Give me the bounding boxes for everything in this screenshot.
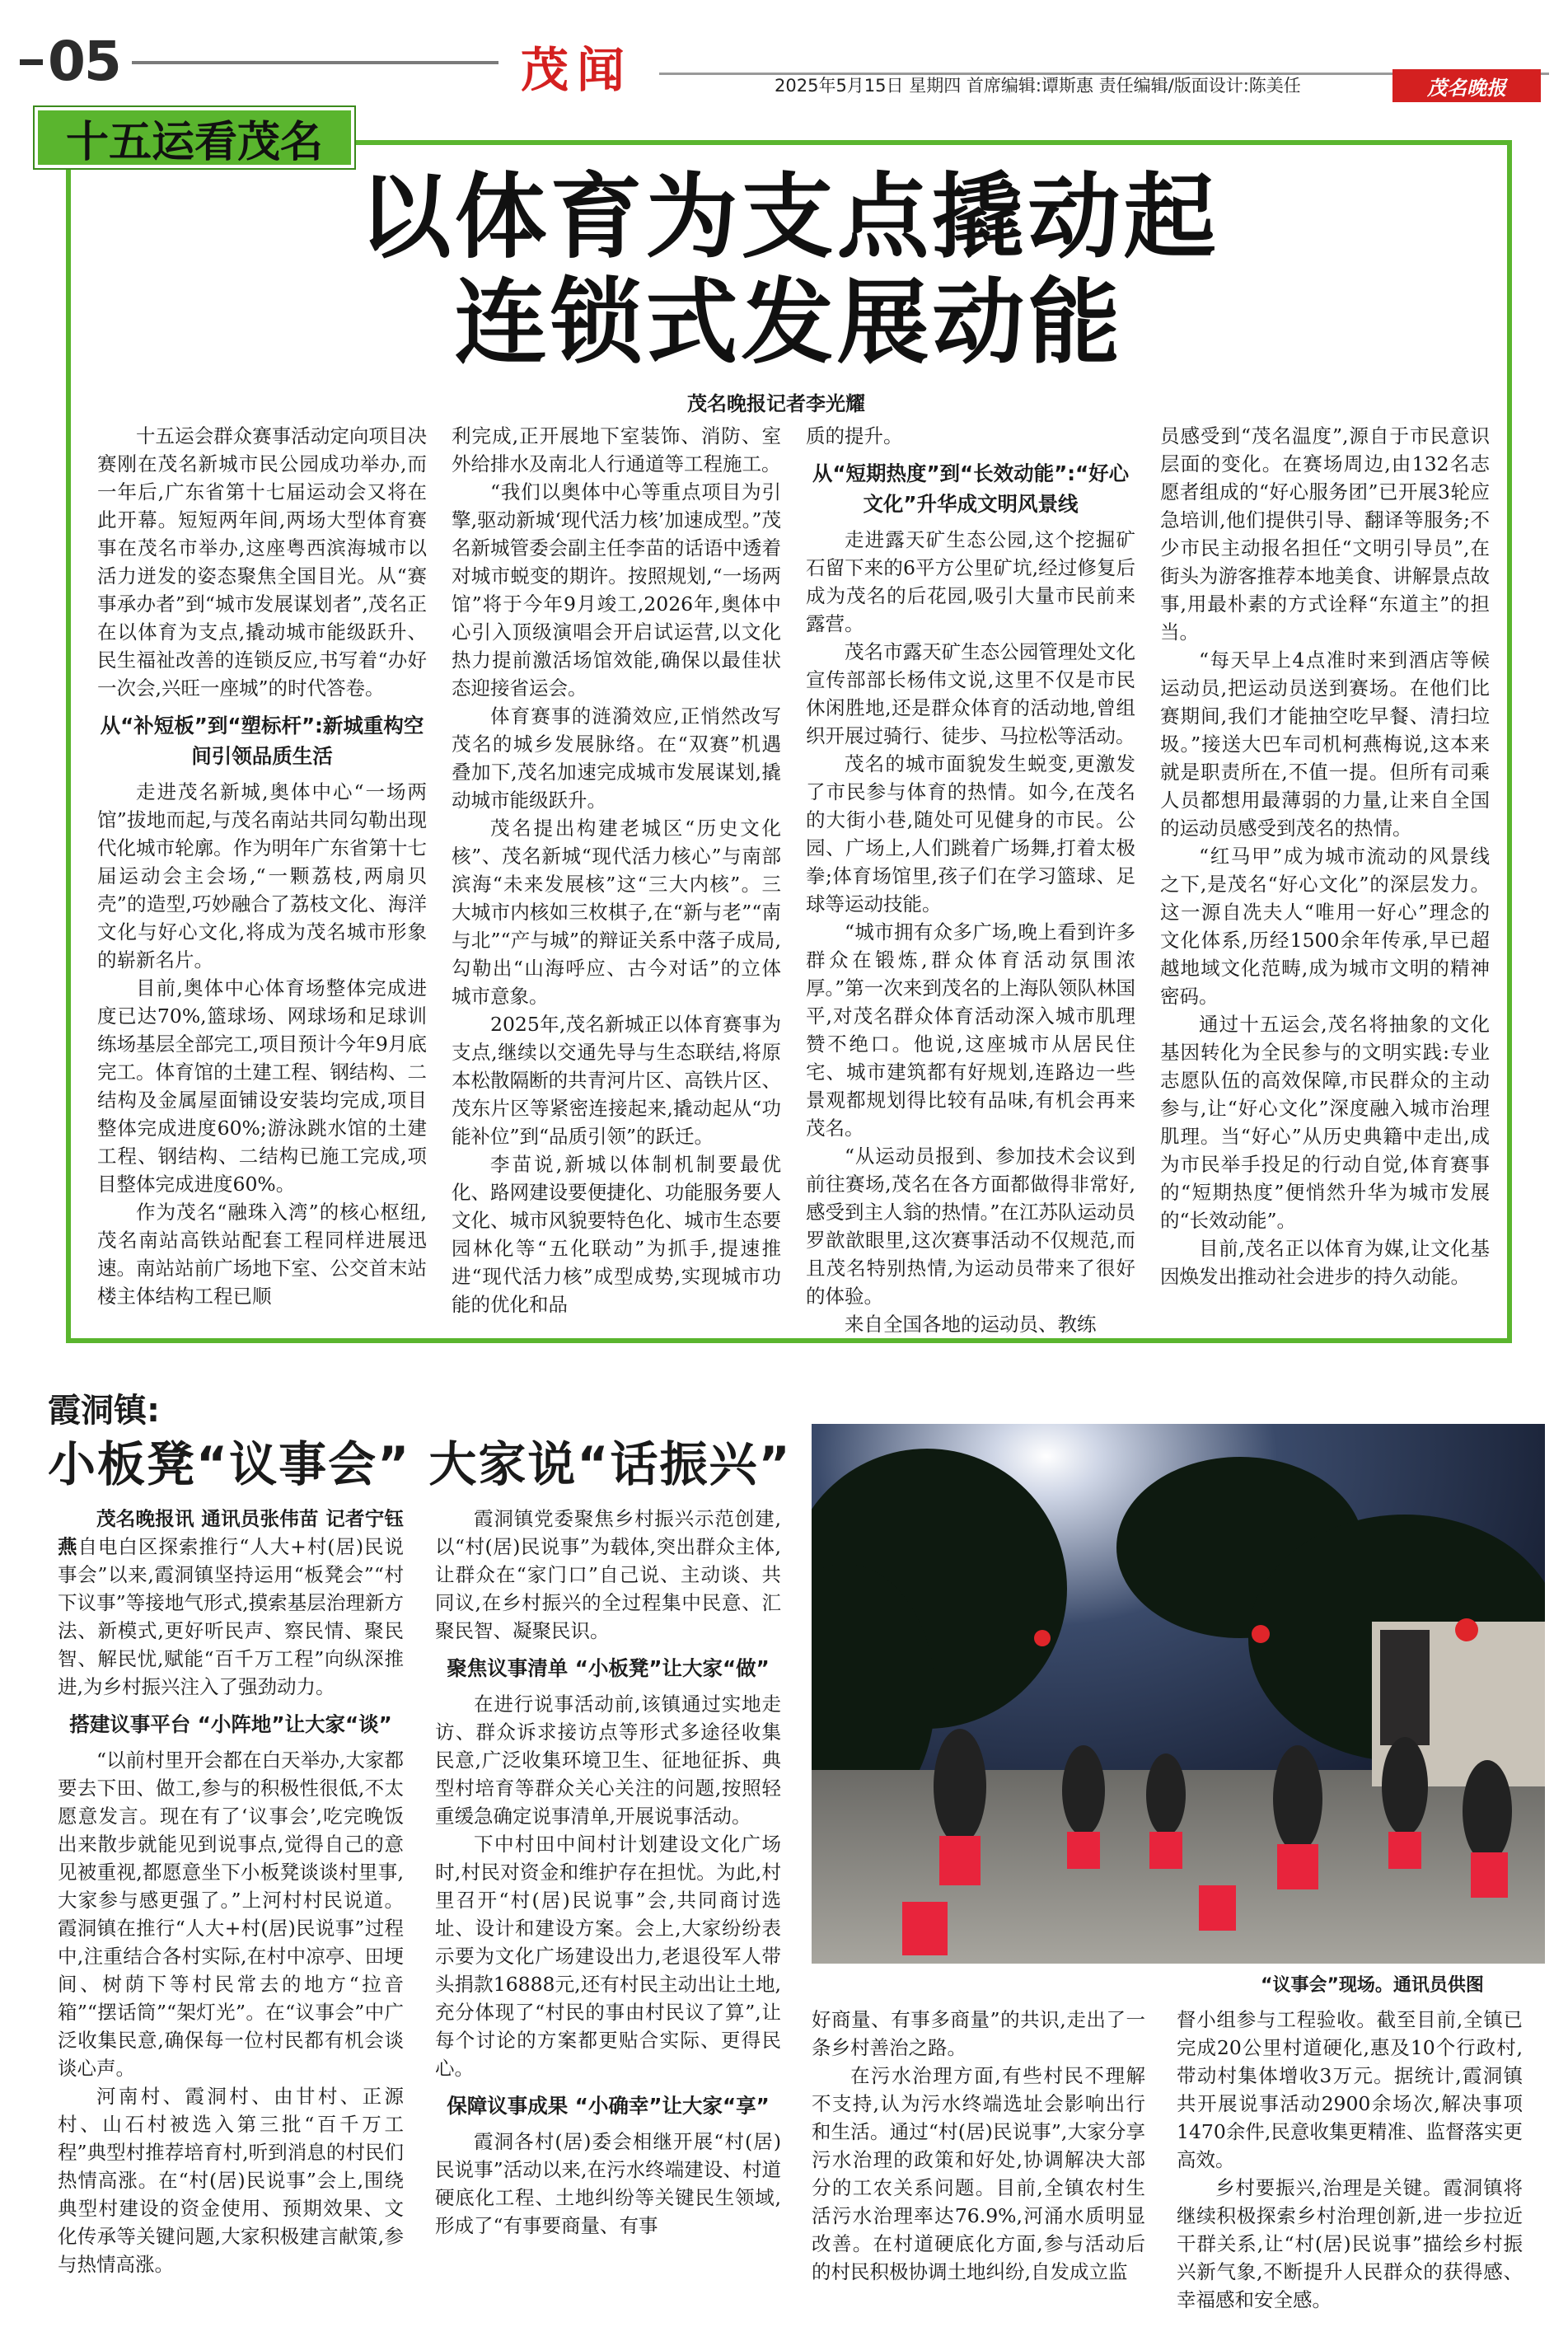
story2-byline: 茂名晚报讯 通讯员张伟苗 记者宁钰燕 <box>58 1507 404 1558</box>
meeting-photo <box>812 1424 1545 1964</box>
story2-headline: 小板凳“议事会” 大家说“话振兴” <box>48 1436 792 1492</box>
paragraph: 好商量、有事多商量”的共识,走出了一条乡村善治之路。 <box>812 2008 1145 2059</box>
paragraph: 茂名市露天矿生态公园管理处文化宣传部部长杨伟文说,这里不仅是市民休闲胜地,还是群众体育的活动地,曾组织开展过骑行、徒步、马拉松等活动。 <box>806 640 1135 747</box>
paragraph: 乡村要振兴,治理是关键。霞洞镇将继续积极探索乡村治理创新,进一步拉近干群关系,让“村(居)民说事”描绘乡村振兴新气象,不断提升人民群众的获得感、幸福感和安全感。 <box>1177 2176 1523 2311</box>
paragraph: 在污水治理方面,有些村民不理解不支持,认为污水终端选址会影响出行和生活。通过“村(居)民说事”,大家分享污水治理的政策和好处,协调解决大部分的工农关系问题。目前,全镇农村生活污水治理率达76.9%,河涌水质明显改善。在村道硬底化方面,参与活动后的村民积极协调土地纠纷,自发成立监 <box>812 2064 1145 2283</box>
paragraph: 员感受到“茂名温度”,源自于市民意识层面的变化。在赛场周边,由132名志愿者组成的“好心服务团”已开展3轮应急培训,他们提供引导、翻译等服务;不少市民主动报名担任“文明引导员”,在街头为游客推荐本地美食、讲解景点故事,用最朴素的方式诠释“东道主”的担当。 <box>1160 424 1490 644</box>
masthead-logo: 茂名晚报 <box>1392 69 1541 102</box>
paragraph: 霞洞镇党委聚焦乡村振兴示范创建,以“村(居)民说事”为载体,突出群众主体,让群众在“家门口”自己说、主动谈、共同议,在乡村振兴的全过程集中民意、汇聚民智、凝聚民识。 <box>435 1507 781 1642</box>
article-column-2 <box>452 422 781 1318</box>
paragraph: 2025年,茂名新城正以体育赛事为支点,继续以交通先导与生态联结,将原本松散隔断的共青河片区、高铁片区、茂东片区等紧密连接起来,撬动起从“功能补位”到“品质引领”的跃迁。 <box>452 1013 781 1148</box>
paragraph: “以前村里开会都在白天举办,大家都要去下田、做工,参与的积极性很低,不太愿意发言。现在有了‘议事会’,吃完晚饭出来散步就能见到说事点,觉得自己的意见被重视,都愿意坐下小板凳谈谈村里事,大家参与感更强了。”上河村村民说道。霞洞镇在推行“人大+村(居)民说事”过程中,注重结合各村实际,在村中凉亭、田埂间、树荫下等村民常去的地方“拉音箱”“摆话筒”“架灯光”。在“议事会”中广泛收集民意,确保每一位村民都有机会谈谈心声。 <box>58 1749 404 2080</box>
paragraph: 利完成,正开展地下室装饰、消防、室外给排水及南北人行通道等工程施工。 <box>452 424 781 475</box>
paragraph: 十五运会群众赛事活动定向项目决赛刚在茂名新城市民公园成功举办,而一年后,广东省第十七届运动会又将在此开幕。短短两年间,两场大型体育赛事在茂名市举办,这座粤西滨海城市以活力迸发的姿态聚焦全国目光。从“赛事承办者”到“城市发展谋划者”,茂名正在以体育为支点,撬动城市能级跃升、民生福祉改善的连锁反应,书写着“办好一次会,兴旺一座城”的时代答卷。 <box>97 424 427 700</box>
subheading: 保障议事成果 “小确幸”让大家“享” <box>447 2094 770 2118</box>
paragraph: 走进露天矿生态公园,这个挖掘矿石留下来的6平方公里矿坑,经过修复后成为茂名的后花园,吸引大量市民前来露营。 <box>806 528 1135 635</box>
paragraph <box>58 1505 404 1701</box>
headline-line1: 以体育为支点撬动起 <box>358 164 1219 271</box>
paragraph: 通过十五运会,茂名将抽象的文化基因转化为全民参与的文明实践:专业志愿队伍的高效保障,市民群众的主动参与,让“好心文化”深度融入城市治理肌理。当“好心”从历史典籍中走出,成为市民举手投足的行动自觉,体育赛事的“短期热度”便悄然升华为城市发展的“长效动能”。 <box>1160 1013 1490 1232</box>
paragraph: “每天早上4点准时来到酒店等候运动员,把运动员送到赛场。在他们比赛期间,我们才能抽空吃早餐、清扫垃圾。”接送大巴车司机柯燕梅说,这本来就是职责所在,不值一提。但所有司乘人员都想用最薄弱的力量,让来自全国的运动员感受到茂名的热情。 <box>1160 648 1490 840</box>
paragraph: 目前,奥体中心体育场整体完成进度已达70%,篮球场、网球场和足球训练场基层全部完工,项目预计今年9月底完工。体育馆的土建工程、钢结构、二结构及金属屋面铺设安装均完成,项目整体完成进度60%;游泳跳水馆的土建工程、钢结构、二结构已施工完成,项目整体完成进度60%。 <box>97 976 427 1196</box>
paragraph: 霞洞各村(居)委会相继开展“村(居)民说事”活动以来,在污水终端建设、村道硬底化工程、土地纠纷等关键民生领域,形成了“有事要商量、有事 <box>435 2130 781 2237</box>
subheading: 从“补短板”到“塑标杆”:新城重构空间引领品质生活 <box>100 714 424 768</box>
story2-column-1 <box>58 1505 404 2278</box>
story2-column-4 <box>1177 2006 1523 2314</box>
paragraph: 体育赛事的涟漪效应,正悄然改写茂名的城乡发展脉络。在“双赛”机遇叠加下,茂名加速完成城市发展谋划,撬动城市能级跃升。 <box>452 705 781 812</box>
paragraph: 李苗说,新城以体制机制要最优化、路网建设要便捷化、功能服务要人文化、城市风貌要特色化、城市生态要园林化等“五化联动”为抓手,提速推进“现代活力核”成型成势,实现城市功能的优化和品 <box>452 1153 781 1316</box>
article-column-1 <box>97 422 427 1310</box>
paragraph: 河南村、霞洞村、由甘村、正源村、山石村被选入第三批“百千万工程”典型村推荐培育村,听到消息的村民们热情高涨。在“村(居)民说事”会上,围绕典型村建设的资金使用、预期效果、文化传承等关键问题,大家积极建言献策,参与热情高涨。 <box>58 2085 404 2276</box>
subheading: 从“短期热度”到“长效动能”:“好心文化”升华成文明风景线 <box>812 461 1130 516</box>
night-meeting-image <box>812 1424 1545 1964</box>
headline-main <box>66 165 1512 376</box>
subheading: 搭建议事平台 “小阵地”让大家“谈” <box>69 1712 392 1736</box>
page-number-dash <box>20 59 43 65</box>
paragraph: 质的提升。 <box>806 424 903 447</box>
dateline: 2025年5月15日 星期四 首席编辑:谭斯惠 责任编辑/版面设计:陈美任 <box>775 76 1301 96</box>
paragraph: 督小组参与工程验收。截至目前,全镇已完成20公里村道硬化,惠及10个行政村,带动村集体增收3万元。据统计,霞洞镇共开展说事活动2900余场次,解决事项1470余件,民意收集更精准、监督落实更高效。 <box>1177 2008 1523 2171</box>
paragraph: 来自全国各地的运动员、教练 <box>845 1313 1097 1336</box>
byline: 茂名晚报记者李光耀 <box>687 392 865 415</box>
paragraph: 目前,茂名正以体育为媒,让文化基因焕发出推动社会进步的持久动能。 <box>1160 1237 1490 1288</box>
story2-kicker: 霞洞镇: <box>48 1392 160 1430</box>
column-tag: 十五运看茂名 <box>35 107 354 168</box>
story2-column-2 <box>435 1505 781 2240</box>
lead-text: 自电白区探索推行“人大+村(居)民说事会”以来,霞洞镇坚持运用“板凳会”“村下议事”等接地气形式,摸索基层治理新方法、新模式,更好听民声、察民情、聚民智、解民忧,赋能“百千万工程”向纵深推进,为乡村振兴注入了强劲动力。 <box>58 1535 405 1698</box>
article-column-3 <box>806 422 1135 1338</box>
paragraph: 走进茂名新城,奥体中心“一场两馆”拔地而起,与茂名南站共同勾勒出现代化城市轮廓。作为明年广东省第十七届运动会主会场,“一颗荔枝,两扇贝壳”的造型,巧妙融合了荔枝文化、海洋文化与好心文化,将成为茂名城市形象的崭新名片。 <box>97 780 427 972</box>
paragraph: 茂名提出构建老城区“历史文化核”、茂名新城“现代活力核心”与南部滨海“未来发展核”这“三大内核”。三大城市内核如三枚棋子,在“新与老”“南与北”“产与城”的辩证关系中落子成局,勾勒出“山海呼应、古今对话”的立体城市意象。 <box>452 817 781 1008</box>
paragraph: “我们以奥体中心等重点项目为引擎,驱动新城‘现代活力核’加速成型。”茂名新城管委会副主任李苗的话语中透着对城市蜕变的期许。按照规划,“一场两馆”将于今年9月竣工,2026年,奥体中心引入顶级演唱会开启试运营,以文化热力提前激活场馆效能,确保以最佳状态迎接省运会。 <box>452 480 781 700</box>
subheading: 聚焦议事清单 “小板凳”让大家“做” <box>447 1656 770 1680</box>
paragraph: “城市拥有众多广场,晚上看到许多群众在锻炼,群众体育活动氛围浓厚。”第一次来到茂名的上海队领队林国平,对茂名群众体育活动深入城市肌理赞不绝口。他说,这座城市从居民住宅、城市建筑都有好规划,连路边一些景观都规划得比较有品味,有机会再来茂名。 <box>806 920 1135 1140</box>
header-rule-left <box>132 61 498 64</box>
story2-column-3 <box>812 2006 1145 2286</box>
page-number: 05 <box>48 30 120 93</box>
section-title: 茂闻 <box>521 42 634 98</box>
article-column-4 <box>1160 422 1490 1290</box>
paragraph: “从运动员报到、参加技术会议到前往赛场,茂名在各方面都做得非常好,感受到主人翁的热情。”在江苏队运动员罗歆歆眼里,这次赛事活动不仅规范,而且茂名特别热情,为运动员带来了很好的体验。 <box>806 1145 1135 1308</box>
headline-line2: 连锁式发展动能 <box>454 269 1124 377</box>
photo-caption: “议事会”现场。通讯员供图 <box>1261 1975 1484 1996</box>
paragraph: 下中村田中间村计划建设文化广场时,村民对资金和维护存在担忧。为此,村里召开“村(居)民说事”会,共同商讨选址、设计和建设方案。会上,大家纷纷表示要为文化广场建设出力,老退役军人带头捐款16888元,还有村民主动出让土地,充分体现了“村民的事由村民议了算”,让每个讨论的方案都更贴合实际、更得民心。 <box>435 1833 781 2080</box>
paragraph: 茂名的城市面貌发生蜕变,更激发了市民参与体育的热情。如今,在茂名的大街小巷,随处可见健身的市民。公园、广场上,人们跳着广场舞,打着太极拳;体育场馆里,孩子们在学习篮球、足球等运动技能。 <box>806 752 1135 915</box>
paragraph: 作为茂名“融珠入湾”的核心枢纽,茂名南站高铁站配套工程同样进展迅速。南站站前广场地下室、公交首末站楼主体结构工程已顺 <box>97 1201 427 1308</box>
paragraph: “红马甲”成为城市流动的风景线之下,是茂名“好心文化”的深层发力。这一源自冼夫人“唯用一好心”理念的文化体系,历经1500余年传承,早已超越地域文化范畴,成为城市文明的精神密码。 <box>1160 845 1490 1008</box>
paragraph: 在进行说事活动前,该镇通过实地走访、群众诉求接访点等形式多途径收集民意,广泛收集环境卫生、征地征拆、典型村培育等群众关心关注的问题,按照轻重缓急确定说事清单,开展说事活动。 <box>435 1693 781 1828</box>
